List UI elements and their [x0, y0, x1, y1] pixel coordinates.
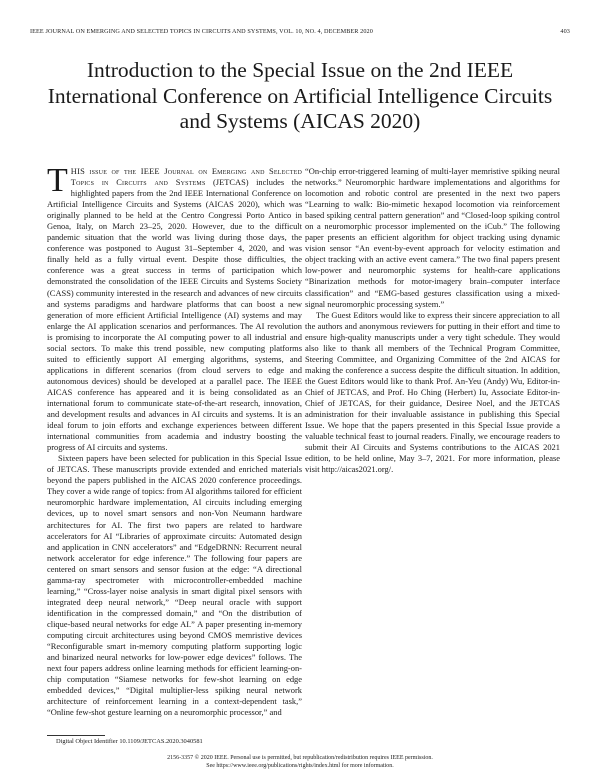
papers-paragraph-continued: “On-chip error-triggered learning of multi-layer memristive spiking neural networks.” Neuromorphic hardware implementations and algorithms for locomotion and robotic control are presented in the next two papers “Learning to walk: Bio-mimetic hexapod locomotion via reinforcement based spiking central pattern generation” and “Closed-loop spiking control on a neuromorphic processor implemented on the iCub.” The following paper presents an efficient algorithm for object tracking using dynamic vision sensor “An event-by-event approach for velocity estimation and object tracking with an active event camera.” The two final papers present low-power and neuromorphic systems for health-care applications “Binarization methods for motor-imagery brain–computer interface classification” and “EMG-based gestures classification using a mixed-signal neuromorphic processing system.” — [305, 166, 560, 309]
acknowledgements-paragraph: The Guest Editors would like to express their sincere appreciation to all the authors and anonymous reviewers for putting in their effort and time to ensure high-quality manuscripts under a very tight schedule. They would also like to thank all members of the Technical Program Committee, Steering Committee, and Organizing Committee of the 2nd AICAS for making the conference a success despite the difficult situation. In addition, the Guest Editors would like to thank Prof. An-Yeu (Andy) Wu, Editor-in-Chief of JETCAS, and Prof. Ho Ching (Herbert) Iu, Associate Editor-in-Chief of JETCAS, for their guidance, Desiree Noel, and the JETCAS administration for their invaluable assistance in publishing this Special Issue. We hope that the papers presented in this Special Issue provide a valuable technical feast to journal readers. Finally, we encourage readers to submit their AI Circuits and Systems contributions to the AICAS 2021 edition, to be held online, May 3–7, 2021. For more information, please visit http://aicas2021.org/. — [305, 309, 560, 475]
footnote-divider — [47, 735, 105, 736]
copyright-footer — [30, 754, 570, 770]
page-number: 403 — [560, 28, 570, 35]
papers-paragraph: Sixteen papers have been selected for publication in this Special Issue of JETCAS. These manuscripts provide extended and enriched materials beyond the papers published in the AICAS 2020 conference proceedings. They cover a wide range of topics: from AI algorithms tailored for efficient neuromorphic hardware implementation, AI circuits including emerging devices, up to novel smart sensors and non-Von Neumann hardware architectures for AI. The first two papers are related to hardware accelerators for AI “Libraries of approximate circuits: Automated design and application in CNN accelerators” and “EdgeDRNN: Recurrent neural network accelerator for edge inference.” The following four papers are centered on smart sensors and sensor fusion at the edge: “A directional gamma-ray spectrometer with microcontroller-embedded machine learning,” “Cross-layer noise analysis in smart digital pixel sensors with integrated deep neural network,” “Deep neural oracle with support identification in the compressed domain,” and “On the distribution of clique-based neural networks for edge AI.” A paper presenting in-memory computing circuit architectures using beyond CMOS memristive devices “Reconfigurable smart in-memory computing platform supporting logic and binarized neural networks for low-power edge devices” follows. The next four papers address online learning methods for efficient learning-on-chip computation “Siamese networks for few-shot learning on edge embedded devices,” “Digital multiplier-less spiking neural network architecture of reinforcement learning in a context-dependent task,” “Online few-shot gesture learning on a neuromorphic processor,” and — [47, 453, 302, 718]
running-header — [30, 28, 570, 38]
intro-text: (JETCAS) includes the highlighted papers from the 2nd IEEE International Conference on Artificial Intelligence Circuits and Systems (AICAS 2020), which was originally planned to be held at the Centro Congressi Porto Antico in Genoa, Italy, on March 23–25, 2020. However, due to the difficult pandemic situation that the world was living during those days, the conference was postponed to August 31–September 4, 2020, and was finally held as a fully virtual event. Despite those difficulties, the conference was a great success in terms of participation which demonstrated the consolidation of the IEEE Circuits and Systems Society (CASS) community interested in the research and advances of new circuits and systems paradigms and hardware platforms that can boost a new generation of more efficient Artificial Intelligence (AI) systems and may enlarge the AI application scenarios and performances. The AI revolution is promising to incorporate the AI computing power to all industrial and social sectors. To make this trend possible, new computing platforms suited to efficiently support AI emerging algorithms, systems, and applications in different scenarios (from cloud servers to edge and autonomous devices) should be developed at a parallel pace. The IEEE AICAS conference has appeared and it is being consolidated as an international forum to communicate state-of-the-art research, innovation, and development results and advances in AI circuits and systems. It is an ideal forum to join efforts and exchange experiences between different international communities from academia and industry boosting the progress of AI circuits and systems. — [47, 177, 302, 453]
article-title: Introduction to the Special Issue on the 2nd IEEE International Conference on Artificial Intelligence Circuits and Systems (AICAS 2020) — [47, 58, 553, 133]
journal-header: IEEE JOURNAL ON EMERGING AND SELECTED TOPICS IN CIRCUITS AND SYSTEMS, VOL. 10, NO. 4, DECEMBER 2020 — [30, 28, 373, 35]
left-column — [47, 162, 302, 718]
doi-footnote: Digital Object Identifier 10.1109/JETCAS.2020.3040581 — [56, 738, 203, 745]
intro-paragraph — [47, 162, 302, 453]
right-column — [305, 166, 560, 475]
copyright-line: 2156-3357 © 2020 IEEE. Personal use is permitted, but republication/redistribution requires IEEE permission. — [167, 755, 433, 761]
journal-name: Journal on Emerging and Selected Topics in Circuits and Systems — [70, 166, 302, 188]
intro-lead: HIS issue of the IEEE — [70, 166, 165, 176]
rights-line: See https://www.ieee.org/publications/rights/index.html for more information. — [206, 763, 394, 769]
drop-cap: T — [47, 162, 68, 199]
